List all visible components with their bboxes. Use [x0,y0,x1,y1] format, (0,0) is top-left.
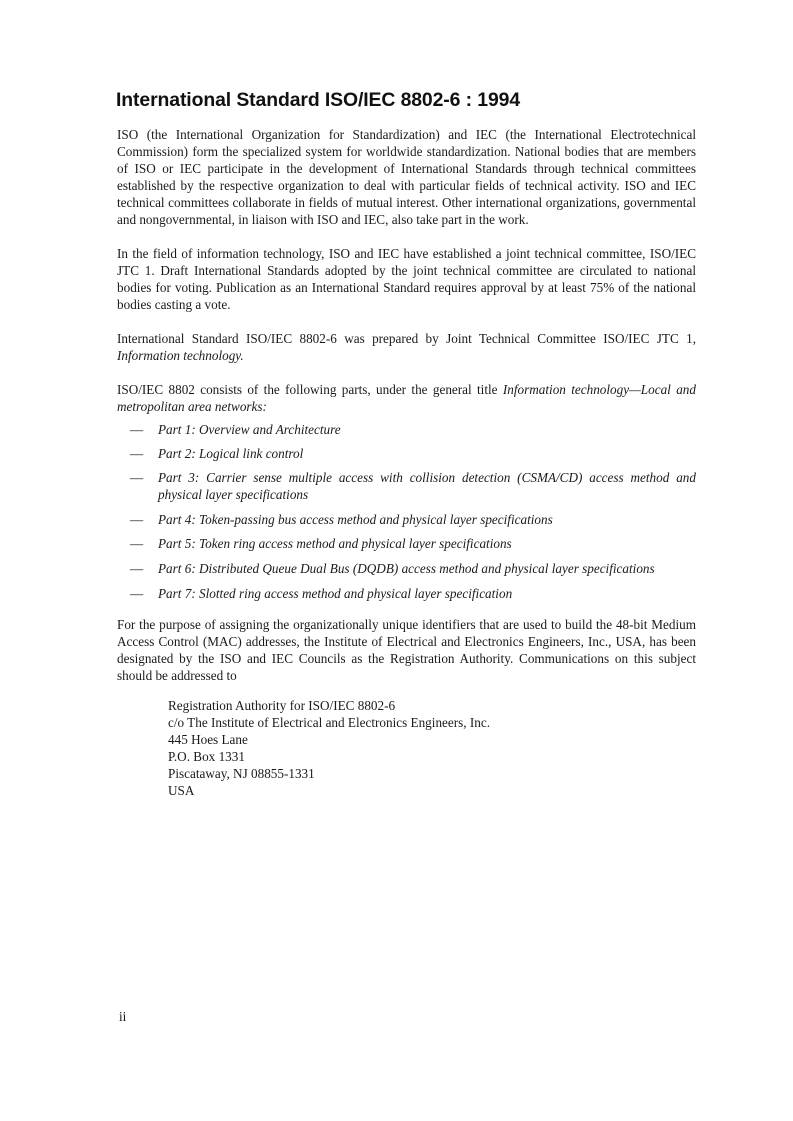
parts-intro-italic: Information technology—Local and metropolitan area networks: [117,382,696,414]
paragraph-registration-authority: For the purpose of assigning the organizationally unique identifiers that are used to build the 48-bit Medium Access Control (MAC) addresses, the Institute of Electrical and Electronics Engineers, Inc., USA, has been designated by the ISO and IEC Councils as the Registration Authority. Communications on this subject should be addressed to [117,617,696,683]
part-title: Part 5: Token ring access method and physical layer specifications [158,536,512,551]
list-item-part-6 [117,560,655,577]
em-dash-bullet: — [130,536,144,551]
em-dash-bullet: — [130,512,144,527]
prepared-by-italic: Information technology. [117,348,244,363]
address-line: c/o The Institute of Electrical and Electronics Engineers, Inc. [168,715,490,731]
address-line: USA [168,783,195,799]
list-item-part-7 [117,585,512,602]
list-item-part-4 [117,511,553,528]
em-dash-bullet: — [130,446,144,461]
part-title: Part 6: Distributed Queue Dual Bus (DQDB) access method and physical layer specifications [158,561,655,576]
list-item-part-1 [117,421,341,438]
list-item-part-2 [117,445,303,462]
address-line: Registration Authority for ISO/IEC 8802-6 [168,698,396,713]
mailing-address [168,697,490,800]
prepared-by-text: International Standard ISO/IEC 8802-6 was prepared by Joint Technical Committee ISO/IEC JTC 1, [117,331,696,346]
part-title: Part 4: Token-passing bus access method and physical layer specifications [158,512,553,527]
parts-intro-text: ISO/IEC 8802 consists of the following parts, under the general title [117,382,503,397]
page-number: ii [119,1009,127,1024]
em-dash-bullet: — [130,422,144,437]
part-title: Part 1: Overview and Architecture [158,422,341,437]
paragraph-parts-intro [117,381,696,415]
part-title: Part 7: Slotted ring access method and physical layer specification [158,586,513,601]
em-dash-bullet: — [130,561,144,576]
list-item-part-3 [117,469,696,503]
address-line: 445 Hoes Lane [168,732,248,748]
paragraph-jtc1: In the field of information technology, ISO and IEC have established a joint technical committee, ISO/IEC JTC 1. Draft International Standards adopted by the joint technical committee are circulated to national bodies for voting. Publication as an International Standard requires approval by at least 75% of the national bodies casting a vote. [117,246,696,312]
address-line: P.O. Box 1331 [168,749,245,765]
em-dash-bullet: — [130,586,144,601]
document-title: International Standard ISO/IEC 8802-6 : 1994 [116,89,521,111]
paragraph-prepared-by [117,330,696,364]
address-line: Piscataway, NJ 08855-1331 [168,766,315,782]
part-title: Part 2: Logical link control [158,446,304,461]
paragraph-iso-iec-intro: ISO (the International Organization for Standardization) and IEC (the International Electrotechnical Commission) form the specialized system for worldwide standardization. National bodies that are members of ISO or IEC participate in the development of International Standards through technical committees established by the respective organization to deal with particular fields of technical activity. ISO and IEC technical committees collaborate in fields of mutual interest. Other international organizations, governmental and nongovernmental, in liaison with ISO and IEC, also take part in the work. [117,127,696,227]
list-item-part-5 [117,535,512,552]
part-title: Part 3: Carrier sense multiple access with collision detection (CSMA/CD) access method and physical layer specifications [158,470,696,502]
em-dash-bullet: — [130,470,144,485]
